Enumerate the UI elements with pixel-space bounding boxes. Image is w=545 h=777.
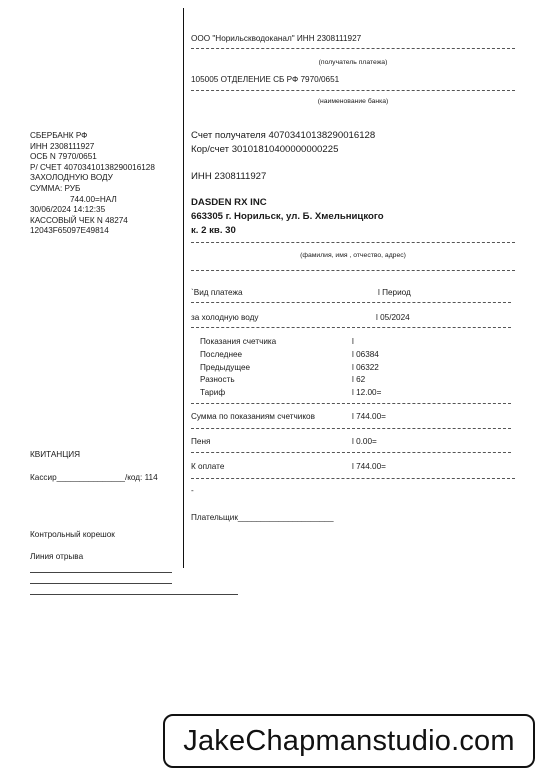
payer-flat: к. 2 кв. 30: [191, 225, 236, 236]
meter-value: l 12.00=: [352, 388, 382, 397]
kvitancia-label: КВИТАНЦИЯ: [30, 450, 81, 459]
meter-value: l 62: [352, 375, 366, 384]
payer-name: DASDEN RX INC: [191, 197, 267, 208]
stamp-line: СУММА: РУБ: [30, 183, 81, 193]
meter-value: l: [352, 337, 354, 346]
divider: [191, 428, 511, 429]
penalty-value: l 0.00=: [352, 437, 377, 446]
divider: [191, 48, 515, 49]
payer-caption: (фамилия, имя , отчество, адрес): [300, 252, 406, 259]
bank-stamp-block: [30, 131, 155, 237]
bank-name: 105005 ОТДЕЛЕНИЕ СБ РФ 7970/0651: [191, 75, 340, 84]
divider: [191, 403, 511, 404]
inn-line: ИНН 2308111927: [191, 171, 267, 182]
stamp-line: КАССОВЫЙ ЧЕК N 48274: [30, 215, 128, 225]
stamp-line: 744.00=НАЛ: [70, 194, 117, 204]
period-value: l 05/2024: [376, 313, 410, 322]
bank-caption: (наименование банка): [317, 98, 389, 105]
stamp-line: ИНН 2308111927: [30, 141, 95, 151]
control-stub-label: Контрольный корешок: [30, 530, 115, 539]
recipient-name: ООО "Норильскводоканал" ИНН 2308111927: [191, 34, 362, 43]
meter-sum-value: l 744.00=: [352, 412, 386, 421]
watermark-text: JakeChapmanstudio.com: [183, 724, 515, 757]
payer-address: 663305 г. Норильск, ул. Б. Хмельницкого: [191, 211, 384, 222]
divider: [191, 452, 511, 453]
stamp-line: 30/06/2024 14:12:35: [30, 205, 106, 215]
to-pay-value: l 744.00=: [352, 462, 386, 471]
stamp-line: ЗАХОЛОДНУЮ ВОДУ: [30, 173, 113, 183]
tear-line-2: [30, 583, 172, 584]
stamp-line: ОСБ N 7970/0651: [30, 152, 97, 162]
period-label: l Период: [378, 288, 411, 297]
tear-line-1: [30, 572, 172, 573]
payer-signature-line: Плательщик_____________________: [191, 513, 334, 522]
stamp-line: 12043F65097E49814: [30, 226, 109, 236]
meter-label: Разность: [200, 375, 235, 384]
meter-sum-label: Сумма по показаниям счетчиков: [191, 412, 315, 421]
correspondent-account: Кор/счет 30101810400000000225: [191, 144, 339, 155]
payment-type-label: `Вид платежа: [191, 288, 243, 297]
meter-label: Предыдущее: [200, 363, 251, 372]
recipient-account: Счет получателя 40703410138290016128: [191, 130, 376, 141]
divider: [191, 302, 511, 303]
payment-type-value: за холодную воду: [191, 313, 259, 322]
separator-line: [183, 8, 184, 568]
divider: [191, 242, 515, 243]
meter-label: Последнее: [200, 350, 243, 359]
tear-line-3: [30, 594, 238, 595]
kassir-line: Кассир_______________/код: 114: [30, 473, 158, 482]
penalty-label: Пеня: [191, 437, 211, 446]
stamp-line: СБЕРБАНК РФ: [30, 131, 88, 140]
meter-value: l 06384: [352, 350, 379, 359]
stamp-line: Р/ СЧЕТ 40703410138290016128: [30, 162, 155, 172]
meter-value: l 06322: [352, 363, 379, 372]
meter-label: Показания счетчика: [200, 337, 277, 346]
meter-label: Тариф: [200, 388, 226, 397]
tear-line-label: Линия отрыва: [30, 552, 84, 561]
to-pay-label: К оплате: [191, 462, 225, 471]
dash-mark: -: [191, 486, 194, 495]
divider: [191, 270, 515, 271]
divider: [191, 90, 515, 91]
watermark-banner: [163, 714, 535, 768]
recipient-caption: (получатель платежа): [318, 59, 388, 66]
divider: [191, 478, 515, 479]
divider: [191, 327, 511, 328]
